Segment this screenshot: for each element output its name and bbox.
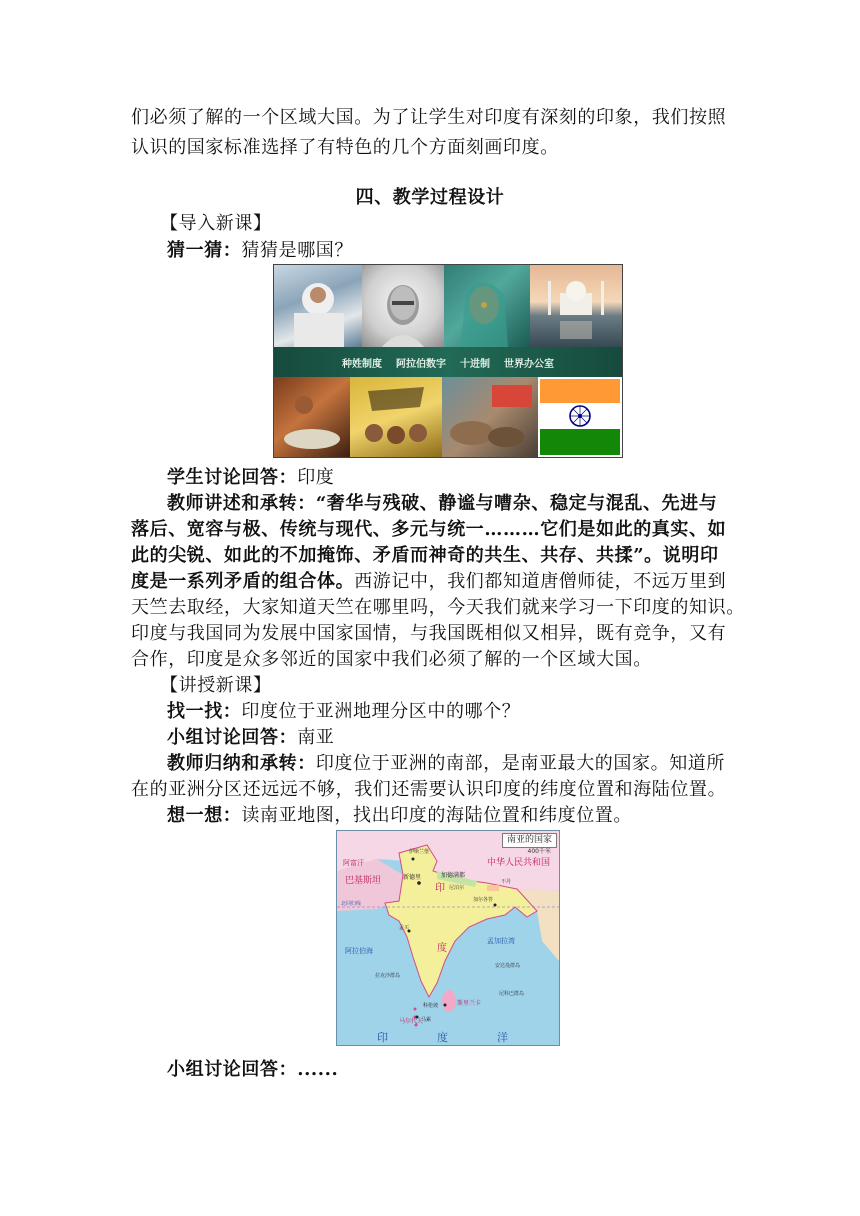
- final-label: 小组讨论回答：: [167, 1059, 298, 1080]
- collage-caption: 十进制: [460, 358, 490, 370]
- teacher-quote: “奢华与残破、静谧与嘈杂、稳定与混乱、先进与: [315, 493, 718, 514]
- map-label-arabian-sea: 阿拉伯海: [345, 947, 373, 955]
- map-label-maldives: 马尔代夫: [399, 1018, 424, 1025]
- photo-street-scene: [442, 377, 538, 457]
- collage-caption: 世界办公室: [504, 358, 554, 370]
- map-label-sri-lanka: 斯里兰卡: [457, 1000, 482, 1007]
- bracket-heading-intro: 【导入新课】: [160, 213, 272, 234]
- teacher-summary-text: 西游记中，我们都知道唐僧师徒，不远万里到: [354, 571, 727, 592]
- south-asia-map: [336, 830, 560, 1046]
- map-label-pakistan: 巴基斯坦: [345, 876, 382, 886]
- section-heading: 四、教学过程设计: [355, 187, 505, 208]
- photo-movie-poster: [350, 377, 442, 457]
- map-label-india: 印: [435, 883, 445, 894]
- india-photo-collage: [273, 264, 623, 458]
- paragraph-line: 们必须了解的一个区域大国。为了让学生对印度有深刻的印象，我们按照: [131, 107, 727, 128]
- map-label-kathmandu: 加德满都: [441, 872, 466, 879]
- map-label-islamabad: 伊斯兰堡: [409, 849, 430, 855]
- photo-india-flag: [538, 377, 622, 457]
- group-answer-line: [167, 726, 334, 750]
- photo-woman: [444, 265, 530, 347]
- summary-text: 印度位于亚洲的南部，是南亚最大的国家。知道所: [315, 753, 726, 774]
- teacher-line: 此的尖锐、如此的不加掩饰、矛盾而神奇的共生、共存、共揉”。说明印: [131, 545, 719, 566]
- map-label-laccadive: 拉克沙群岛: [375, 973, 401, 979]
- map-label-indian-ocean-2: 度: [437, 1031, 448, 1044]
- collage-caption: 种姓制度: [342, 358, 382, 370]
- teacher-line: [131, 570, 726, 594]
- map-label-indian-ocean-1: 印: [377, 1031, 388, 1044]
- summary-line: 在的亚洲分区还远远不够，我们还需要认识印度的纬度位置和海陆位置。: [131, 779, 727, 800]
- map-label-bay-of-bengal: 孟加拉湾: [487, 937, 515, 945]
- final-text: ......: [297, 1059, 339, 1080]
- think-text: 读南亚地图，找出印度的海陆位置和纬度位置。: [241, 805, 633, 826]
- teacher-line: 天竺去取经，大家知道天竺在哪里吗，今天我们就来学习一下印度的知识。: [131, 597, 745, 618]
- map-label-andaman: 安达曼群岛: [495, 963, 521, 969]
- teacher-line: 落后、宽容与极、传统与现代、多元与统一………它们是如此的真实、如: [131, 519, 727, 540]
- bracket-heading-teach: 【讲授新课】: [160, 675, 272, 696]
- teacher-label: 教师讲述和承转：: [167, 493, 316, 514]
- photo-gandhi: [362, 265, 444, 347]
- find-text: 印度位于亚洲地理分区中的哪个？: [241, 701, 521, 722]
- student-text: 印度: [297, 467, 335, 488]
- final-answer-line: [167, 1058, 338, 1082]
- map-label-mumbai: 孟买: [399, 925, 410, 931]
- teacher-line: 合作，印度是众多邻近的国家中我们必须了解的一个区域大国。: [131, 649, 652, 670]
- map-label-india-2: 度: [437, 943, 447, 954]
- collage-caption-band: [274, 347, 622, 377]
- map-label-nepal: 尼泊尔: [449, 885, 465, 891]
- map-label-bhutan: 不丹: [501, 879, 512, 885]
- teacher-summary-bold: 度是一系列矛盾的组合体。: [131, 571, 355, 592]
- map-label-tropic: 北回归线: [341, 901, 362, 907]
- guess-text: 猜猜是哪国？: [241, 240, 354, 261]
- map-label-colombo: 科伦坡: [423, 1003, 439, 1009]
- guess-label: 猜一猜：: [167, 240, 242, 261]
- group-label: 小组讨论回答：: [167, 727, 298, 748]
- group-text: 南亚: [297, 727, 335, 748]
- photo-tagore: [274, 265, 362, 347]
- map-label-china: 中华人民共和国: [487, 858, 551, 868]
- map-label-kolkata: 加尔各答: [473, 897, 494, 903]
- find-line: [167, 700, 520, 724]
- think-label: 想一想：: [167, 805, 242, 826]
- teacher-line: [167, 492, 717, 516]
- guess-line: [167, 239, 353, 263]
- map-label-nicobar: 尼科巴群岛: [499, 991, 525, 997]
- map-scale: 400千米: [527, 848, 551, 855]
- photo-taj-mahal: [530, 265, 622, 347]
- paragraph-line: 认识的国家标准选择了有特色的几个方面刻画印度。: [131, 137, 559, 158]
- summary-line: [167, 752, 725, 776]
- collage-caption: 阿拉伯数字: [396, 358, 446, 370]
- find-label: 找一找：: [167, 701, 242, 722]
- photo-food: [274, 377, 350, 457]
- map-label-male: 马累: [421, 1017, 432, 1023]
- student-label: 学生讨论回答：: [167, 467, 298, 488]
- teacher-line: 印度与我国同为发展中国家国情，与我国既相似又相异，既有竞争，又有: [131, 623, 727, 644]
- student-answer-line: [167, 466, 334, 490]
- map-label-afghanistan: 阿富汗: [343, 859, 364, 867]
- summary-label: 教师归纳和承转：: [167, 753, 316, 774]
- think-line: [167, 804, 632, 828]
- map-label-indian-ocean-3: 洋: [497, 1031, 508, 1044]
- map-title: 南亚的国家: [502, 833, 557, 848]
- map-label-new-delhi: 新德里: [403, 874, 422, 881]
